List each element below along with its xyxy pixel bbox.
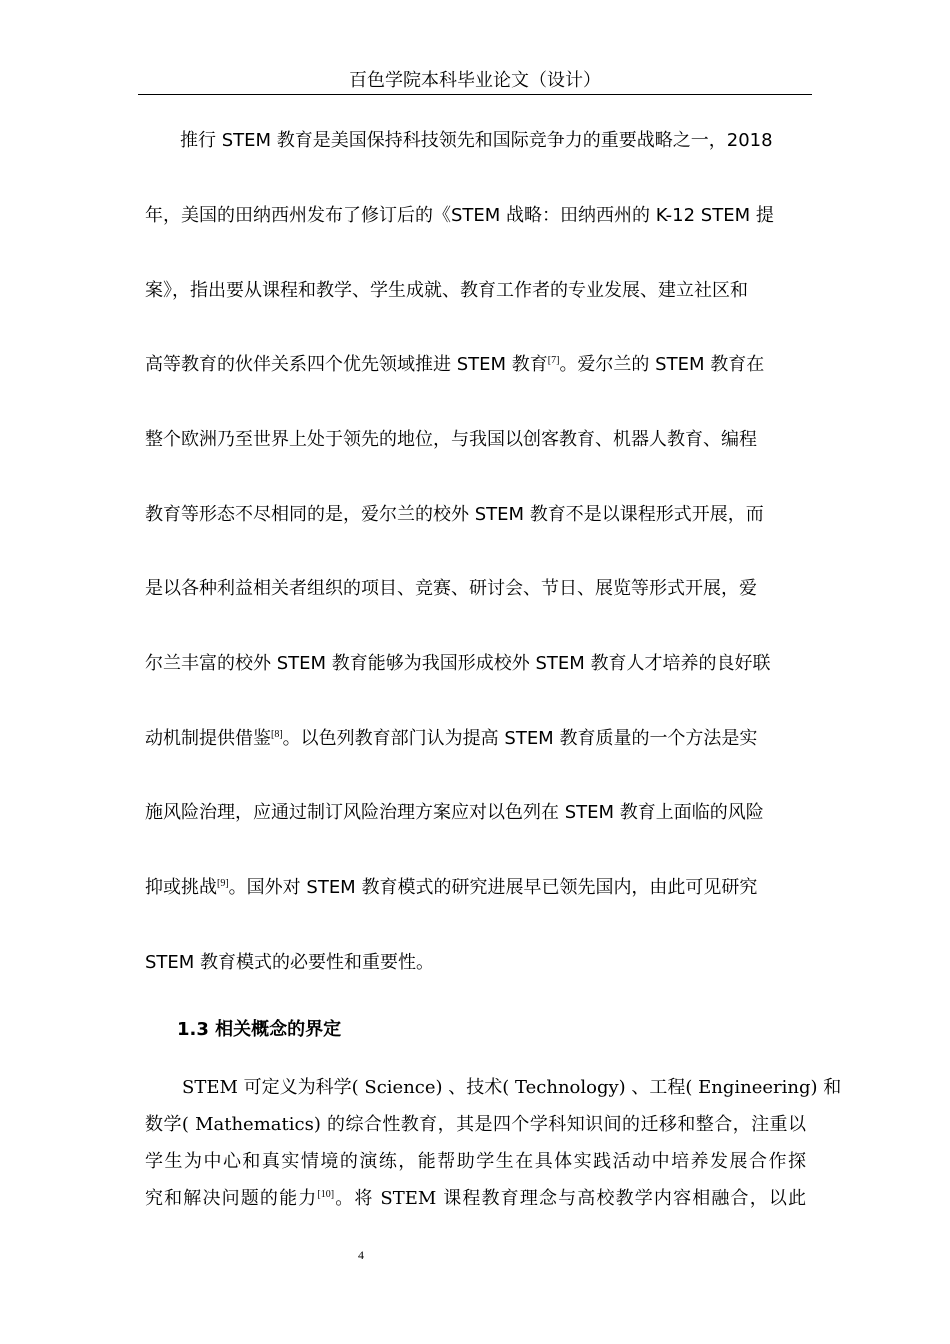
paragraph-line: 是以各种利益相关者组织的项目、竞赛、研讨会、节日、展览等形式开展，爱 [145,578,757,599]
citation-ref[interactable]: [9] [217,878,229,889]
paragraph-line: 尔兰丰富的校外 STEM 教育能够为我国形成校外 STEM 教育人才培养的良好联 [145,653,771,674]
text-run: 抑或挑战 [145,877,217,898]
paragraph-line: 施风险治理，应通过制订风险治理方案应对以色列在 STEM 教育上面临的风险 [145,802,764,823]
paragraph-line: STEM 可定义为科学( Science) 、技术( Technology) 、工程( Engineering) 和 [182,1077,842,1098]
paragraph-line [145,353,764,377]
section-heading: 1.3 相关概念的界定 [177,1019,342,1040]
paragraph-line: 推行 STEM 教育是美国保持科技领先和国际竞争力的重要战略之一，2018 [180,130,773,151]
citation-ref[interactable]: [8] [271,729,283,740]
header-title: 百色学院本科毕业论文（设计） [349,70,601,91]
page-header [138,70,812,95]
paragraph-line: 整个欧洲乃至世界上处于领先的地位，与我国以创客教育、机器人教育、编程 [145,429,757,450]
paragraph-line: 教育等形态不尽相同的是，爱尔兰的校外 STEM 教育不是以课程形式开展，而 [145,504,764,525]
citation-ref[interactable]: [7] [547,355,560,366]
paragraph-line: 年，美国的田纳西州发布了修订后的《STEM 战略：田纳西州的 K-12 STEM 提 [145,205,774,226]
citation-ref[interactable]: [10] [317,1189,335,1200]
text-run: 高等教育的伙伴关系四个优先领域推进 STEM 教育 [145,354,548,375]
paragraph-line: 学生为中心和真实情境的演练，能帮助学生在具体实践活动中培养发展合作探 [145,1151,806,1172]
text-run: 。国外对 STEM 教育模式的研究进展早已领先国内，由此可见研究 [228,877,758,898]
page-number: 4 [358,1248,364,1262]
paragraph-line [145,1187,806,1211]
text-run: 动机制提供借鉴 [145,728,271,749]
text-run: 。爱尔兰的 STEM 教育在 [559,354,765,375]
text-run: 。将 STEM 课程教育理念与高校教学内容相融合，以此 [334,1188,806,1209]
text-run: 究和解决问题的能力 [145,1188,318,1209]
paragraph-line [145,727,757,751]
paragraph-line: 案》，指出要从课程和教学、学生成就、教育工作者的专业发展、建立社区和 [145,280,748,301]
paragraph-line: 数学( Mathematics) 的综合性教育，其是四个学科知识间的迁移和整合，注重以 [145,1114,806,1135]
paragraph-line: STEM 教育模式的必要性和重要性。 [145,952,435,973]
text-run: 。以色列教育部门认为提高 STEM 教育质量的一个方法是实 [282,728,758,749]
paragraph-line [145,876,757,900]
